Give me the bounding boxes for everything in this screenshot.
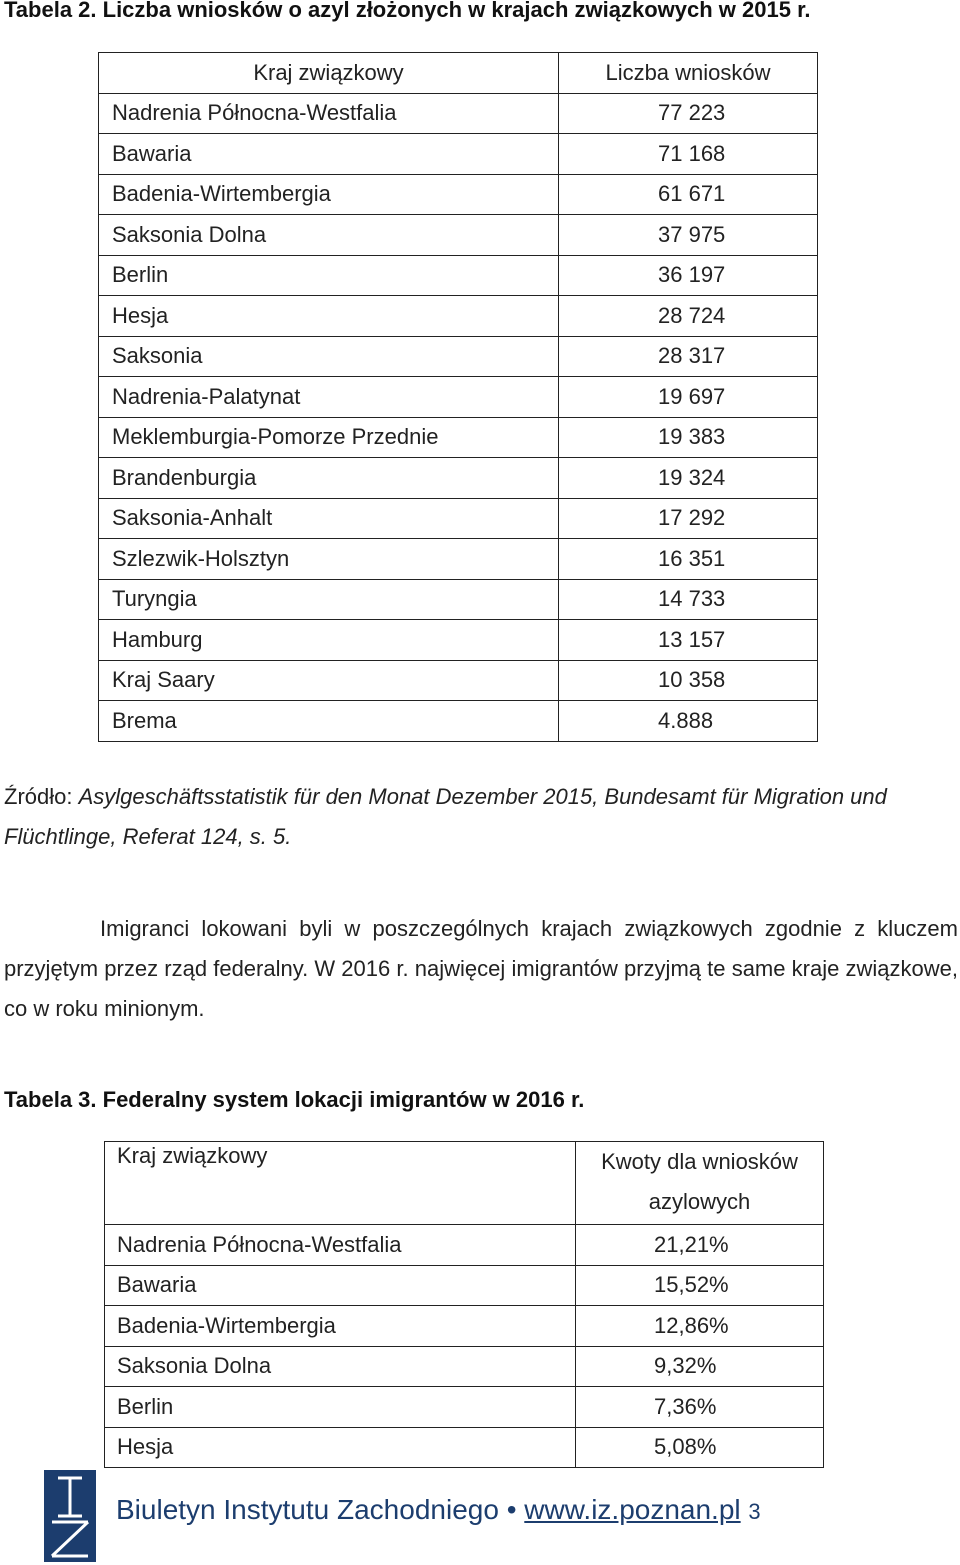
state-name: Badenia-Wirtembergia [105,1306,576,1347]
table-row [99,620,818,661]
value-cell: 71 168 [559,134,818,175]
state-name: Nadrenia Północna-Westfalia [99,93,559,134]
table-row [105,1306,824,1347]
table-row [105,1346,824,1387]
value-cell: 7,36% [576,1387,824,1428]
journal-name: Biuletyn Instytutu Zachodniego [116,1494,499,1525]
state-name: Nadrenia Północna-Westfalia [105,1225,576,1266]
value-cell: 28 317 [559,336,818,377]
body-paragraph: Imigranci lokowani byli w poszczególnych krajach związkowych zgodnie z kluczem przyjętym przez rząd federalny. W 2016 r. najwięcej imigrantów przyjmą te same kraje związkowe, co w roku minionym. [4,916,958,1021]
value-cell: 21,21% [576,1225,824,1266]
institute-logo [44,1470,96,1562]
table-row [99,458,818,499]
value-cell: 28 724 [559,296,818,337]
header-state: Kraj związkowy [105,1142,576,1225]
source-label: Źródło: [4,784,79,809]
value-cell: 13 157 [559,620,818,661]
table-row [99,660,818,701]
value-cell: 37 975 [559,215,818,256]
table-row [99,498,818,539]
website-link[interactable]: www.iz.poznan.pl [524,1494,741,1525]
table-row [105,1387,824,1428]
value-cell: 36 197 [559,255,818,296]
state-name: Badenia-Wirtembergia [99,174,559,215]
state-name: Bawaria [105,1265,576,1306]
table-row [99,296,818,337]
table-row [99,255,818,296]
table2-caption: Tabela 2. Liczba wniosków o azyl złożonych w krajach związkowych w 2015 r. [4,0,811,22]
value-cell: 16 351 [559,539,818,580]
page-number: 3 [748,1499,761,1524]
state-name: Brema [99,701,559,742]
table-row [99,336,818,377]
table-row [99,701,818,742]
source-note [4,777,960,857]
state-name: Saksonia-Anhalt [99,498,559,539]
asylum-applications-table [98,52,818,742]
source-text: Asylgeschäftsstatistik für den Monat Dezember 2015, Bundesamt für Migration und Flüchtlinge, Referat 124, s. 5. [4,784,887,849]
state-name: Nadrenia-Palatynat [99,377,559,418]
table-row [99,134,818,175]
value-cell: 19 383 [559,417,818,458]
value-cell: 15,52% [576,1265,824,1306]
value-cell: 5,08% [576,1427,824,1468]
table-row [99,174,818,215]
value-cell: 14 733 [559,579,818,620]
state-name: Saksonia Dolna [105,1346,576,1387]
state-name: Turyngia [99,579,559,620]
value-cell: 19 697 [559,377,818,418]
value-cell: 12,86% [576,1306,824,1347]
table-row [99,377,818,418]
state-name: Hamburg [99,620,559,661]
bullet-separator: • [506,1494,517,1525]
header-value: Liczba wniosków [559,53,818,94]
table-row [105,1225,824,1266]
allocation-quota-table [104,1141,824,1468]
state-name: Hesja [99,296,559,337]
value-cell: 9,32% [576,1346,824,1387]
value-cell: 77 223 [559,93,818,134]
table-row [99,417,818,458]
header-state: Kraj związkowy [99,53,559,94]
state-name: Hesja [105,1427,576,1468]
table-row [99,539,818,580]
table-row [105,1427,824,1468]
state-name: Brandenburgia [99,458,559,499]
value-cell: 17 292 [559,498,818,539]
table3-caption: Tabela 3. Federalny system lokacji imigrantów w 2016 r. [4,1087,585,1112]
state-name: Bawaria [99,134,559,175]
table-row [99,579,818,620]
state-name: Saksonia Dolna [99,215,559,256]
state-name: Kraj Saary [99,660,559,701]
footer [116,1494,761,1526]
state-name: Meklemburgia-Pomorze Przednie [99,417,559,458]
header-value: Kwoty dla wniosków azylowych [576,1142,824,1225]
value-cell: 19 324 [559,458,818,499]
table-row [99,93,818,134]
table-row [105,1265,824,1306]
table-row [99,215,818,256]
state-name: Szlezwik-Holsztyn [99,539,559,580]
value-cell: 4.888 [559,701,818,742]
value-cell: 61 671 [559,174,818,215]
header-row [99,53,818,94]
value-cell: 10 358 [559,660,818,701]
header-row [105,1142,824,1225]
state-name: Berlin [105,1387,576,1428]
state-name: Berlin [99,255,559,296]
state-name: Saksonia [99,336,559,377]
